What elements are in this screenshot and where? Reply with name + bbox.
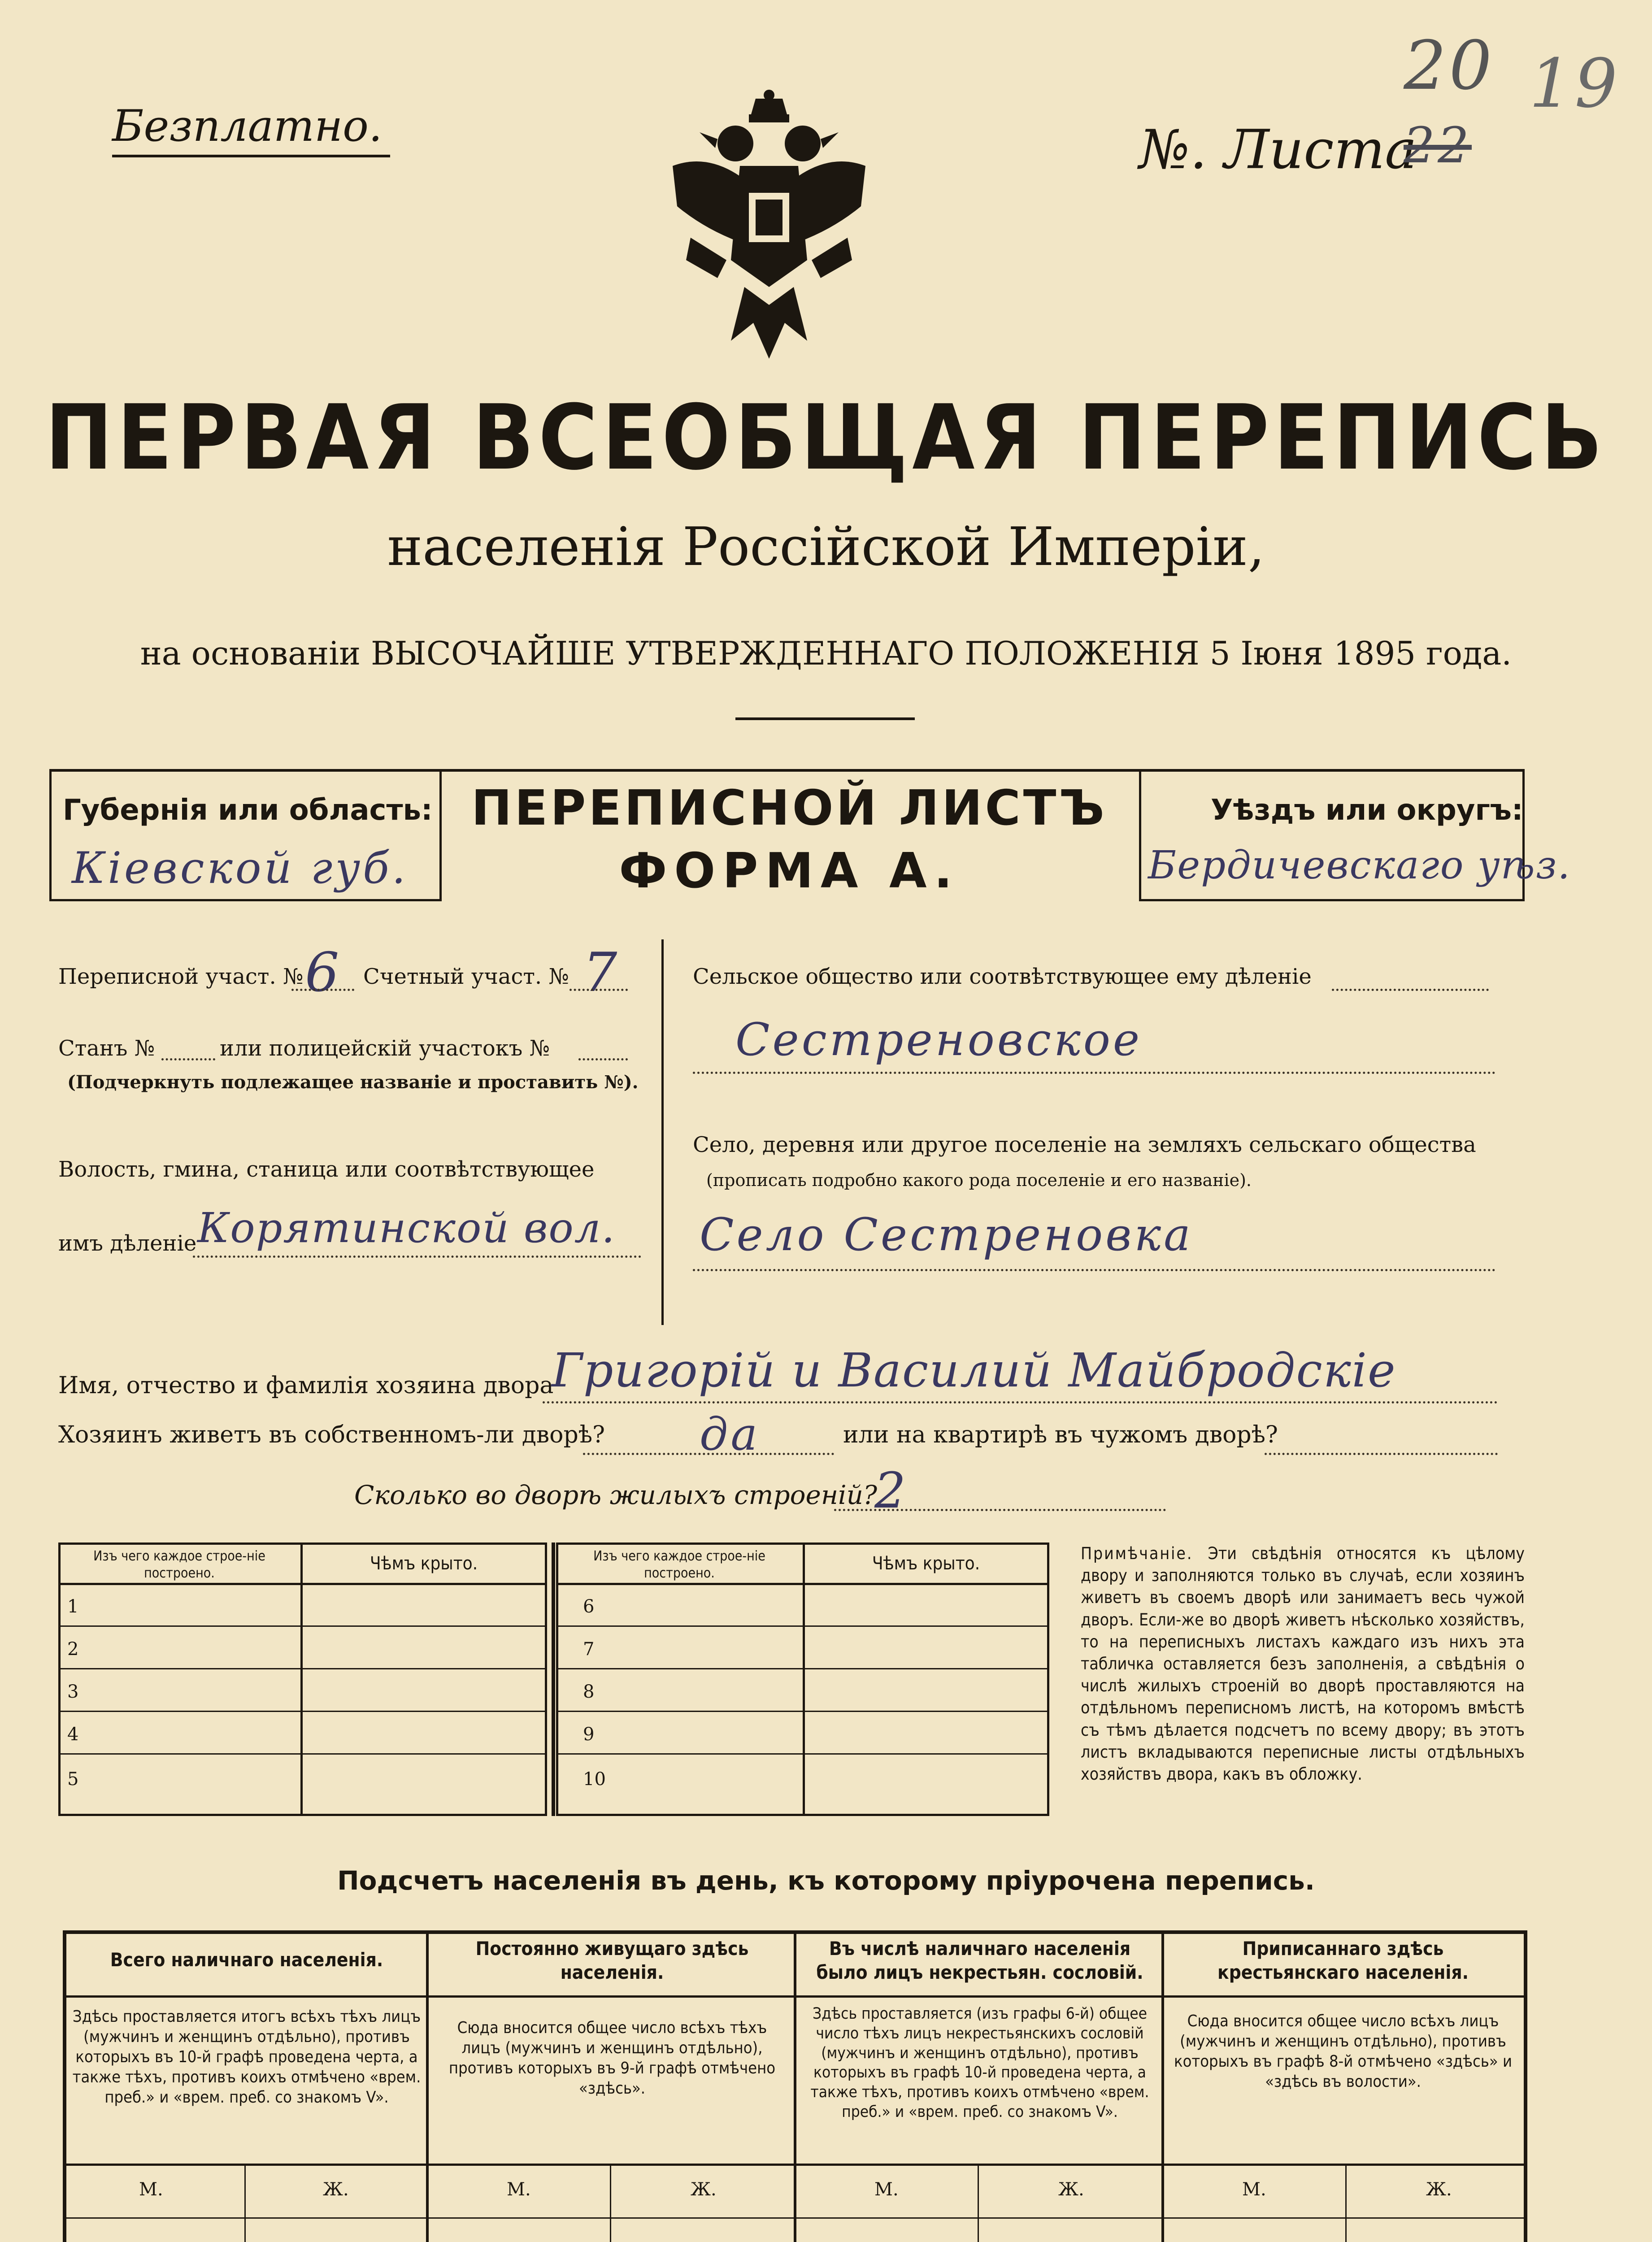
count-group-head: Постоянно живущаго здѣсь населенія. <box>475 1938 749 1983</box>
village-note: (прописать подробно какого рода поселеніе и его названіе). <box>706 1170 1252 1190</box>
free-underline <box>112 155 390 157</box>
male-col-header: М. <box>139 2179 163 2200</box>
row-number: 5 <box>67 1769 79 1790</box>
count-group-head: Въ числѣ наличнаго населенія было лицъ некрестьян. сословій. <box>816 1938 1143 1983</box>
count-group-desc: Здѣсь проставляется итогъ всѣхъ тѣхъ лицъ (мужчинъ и женщинъ отдѣльно), противъ которыхъ въ 10-й графѣ проведена черта, а также тѣхъ, противъ коихъ отмѣчено «врем. преб.» и «врем. преб. со знакомъ V». <box>72 2007 421 2107</box>
gubernia-label: Губернія или область: <box>63 794 433 827</box>
stan-label: Станъ № <box>58 1036 155 1061</box>
count-title: Подсчетъ населенія въ день, къ которому пріурочена перепись. <box>337 1865 1315 1896</box>
row-number: 2 <box>67 1639 79 1660</box>
village-value: Село Сестреновка <box>700 1208 1193 1261</box>
note-head: Примѣчаніе. <box>1081 1544 1193 1563</box>
perepis-uchast-label: Переписной участ. № <box>58 964 304 989</box>
buildings-col1-header: Изъ чего каждое строе-ніе построено. <box>93 1548 265 1581</box>
perepis-uchast-value: 6 <box>305 942 342 1004</box>
buildings-col2-header: Чѣмъ крыто. <box>370 1553 478 1574</box>
count-group-head: Всего наличнаго населенія. <box>110 1949 383 1971</box>
buildings-col1-header-right: Изъ чего каждое строе-ніе построено. <box>593 1548 765 1581</box>
sheet-number-label: №. Листа <box>1139 119 1417 181</box>
note-text: Эти свѣдѣнія относятся къ цѣлому двору и заполняются только въ случаѣ, если хозяинъ живетъ въ своемъ дворѣ или занимаетъ весь чужой дворъ. Если-же во дворѣ живетъ нѣсколько хозяйствъ, то на переписныхъ листахъ каждаго изъ нихъ эта табличка оставляется безъ заполненія, а свѣдѣнія о числѣ жилыхъ строеній во дворѣ проставляются на отдѣльномъ переписномъ листѣ, на которомъ вмѣстѣ съ тѣмъ дѣлается подсчетъ по всему двору; въ этотъ листъ вкладываются переписные листы отдѣльныхъ хозяйствъ двора, какъ въ обложку. <box>1081 1544 1525 1784</box>
owner-rent-label: или на квартирѣ въ чужомъ дворѣ? <box>843 1421 1278 1448</box>
female-col-header: Ж. <box>1058 2179 1084 2200</box>
volost-value: Корятинской вол. <box>197 1204 616 1252</box>
owner-lives-label: Хозяинъ живетъ въ собственномъ-ли дворѣ? <box>58 1421 605 1448</box>
police-label: или полицейскій участокъ № <box>220 1036 550 1061</box>
male-col-header: М. <box>507 2179 531 2200</box>
corner-number-2: 19 <box>1529 45 1620 123</box>
form-type: ФОРМА А. <box>619 843 960 899</box>
count-group-head: Приписаннаго здѣсь крестьянскаго населенія. <box>1217 1938 1469 1983</box>
society-value: Сестреновское <box>735 1013 1143 1066</box>
row-number: 3 <box>67 1682 79 1702</box>
schet-uchast-label: Счетный участ. № <box>363 964 569 989</box>
row-number: 1 <box>67 1596 79 1617</box>
volost-label: Волость, гмина, станица или соотвѣтствующее <box>58 1157 595 1182</box>
society-label: Сельское общество или соотвѣтствующее ему дѣленіе <box>693 964 1312 989</box>
gubernia-value: Кіевской губ. <box>72 843 409 893</box>
main-title: ПЕРВАЯ ВСЕОБЩАЯ ПЕРЕПИСЬ <box>45 386 1607 490</box>
form-title: ПЕРЕПИСНОЙ ЛИСТЪ <box>471 780 1107 836</box>
row-number: 7 <box>583 1639 595 1660</box>
volost-label-2: имъ дѣленіе <box>58 1231 197 1256</box>
village-label: Село, деревня или другое поселеніе на земляхъ сельскаго общества <box>693 1132 1476 1157</box>
female-col-header: Ж. <box>1426 2179 1452 2200</box>
row-number: 8 <box>583 1682 595 1702</box>
uezd-value: Бердичевскаго уѣз. <box>1148 843 1571 888</box>
buildings-count-value: 2 <box>874 1462 909 1519</box>
sheet-number-value: 22 <box>1404 117 1472 174</box>
underline-note: (Подчеркнуть подлежащее названіе и проставить №). <box>67 1072 639 1093</box>
row-number: 9 <box>583 1724 595 1745</box>
buildings-count-label: Сколько во дворѣ жилыхъ строеній? <box>354 1480 878 1510</box>
uezd-label: Уѣздъ или округъ: <box>1211 794 1523 827</box>
owner-name-label: Имя, отчество и фамилія хозяина двора <box>58 1372 554 1399</box>
row-number: 4 <box>67 1724 79 1745</box>
male-col-header: М. <box>874 2179 899 2200</box>
row-number: 6 <box>583 1596 595 1617</box>
double-headed-eagle-emblem <box>673 90 865 368</box>
free-label: Безплатно. <box>112 101 383 151</box>
field-divider <box>661 939 664 1325</box>
male-col-header: М. <box>1242 2179 1266 2200</box>
female-col-header: Ж. <box>323 2179 349 2200</box>
owner-lives-value: да <box>700 1408 760 1460</box>
subtitle: населенія Россійской Имперіи, <box>387 516 1265 578</box>
owner-name-value: Григорій и Василий Майбродскіе <box>552 1343 1396 1398</box>
corner-number: 20 <box>1404 27 1495 105</box>
count-group-desc: Сюда вносится общее число всѣхъ лицъ (мужчинъ и женщинъ отдѣльно), противъ которыхъ въ графѣ 8-й отмѣчено «здѣсь» и «здѣсь въ волости». <box>1174 2012 1512 2091</box>
ornament-divider <box>735 717 915 720</box>
note-block <box>1081 1542 1525 1785</box>
basis-line: на основаніи ВЫСОЧАЙШЕ УТВЕРЖДЕННАГО ПОЛОЖЕНІЯ 5 Іюня 1895 года. <box>140 634 1512 672</box>
row-number: 10 <box>583 1769 606 1790</box>
schet-uchast-value: 7 <box>583 942 620 1004</box>
buildings-col2-header-right: Чѣмъ крыто. <box>872 1553 980 1574</box>
female-col-header: Ж. <box>691 2179 717 2200</box>
form-top-rule <box>49 769 1525 772</box>
count-group-desc: Здѣсь проставляется (изъ графы 6-й) общее число тѣхъ лицъ некрестьянскихъ сословій (мужчинъ и женщинъ отдѣльно), противъ которыхъ въ графѣ 10-й проведена черта, а также тѣхъ, противъ коихъ отмѣчено «врем. преб.» и «врем. преб. со знакомъ V». <box>810 2005 1149 2121</box>
count-group-desc: Сюда вносится общее число всѣхъ тѣхъ лицъ (мужчинъ и женщинъ отдѣльно), противъ которыхъ въ 9-й графѣ отмѣчено «здѣсь». <box>448 2019 776 2098</box>
